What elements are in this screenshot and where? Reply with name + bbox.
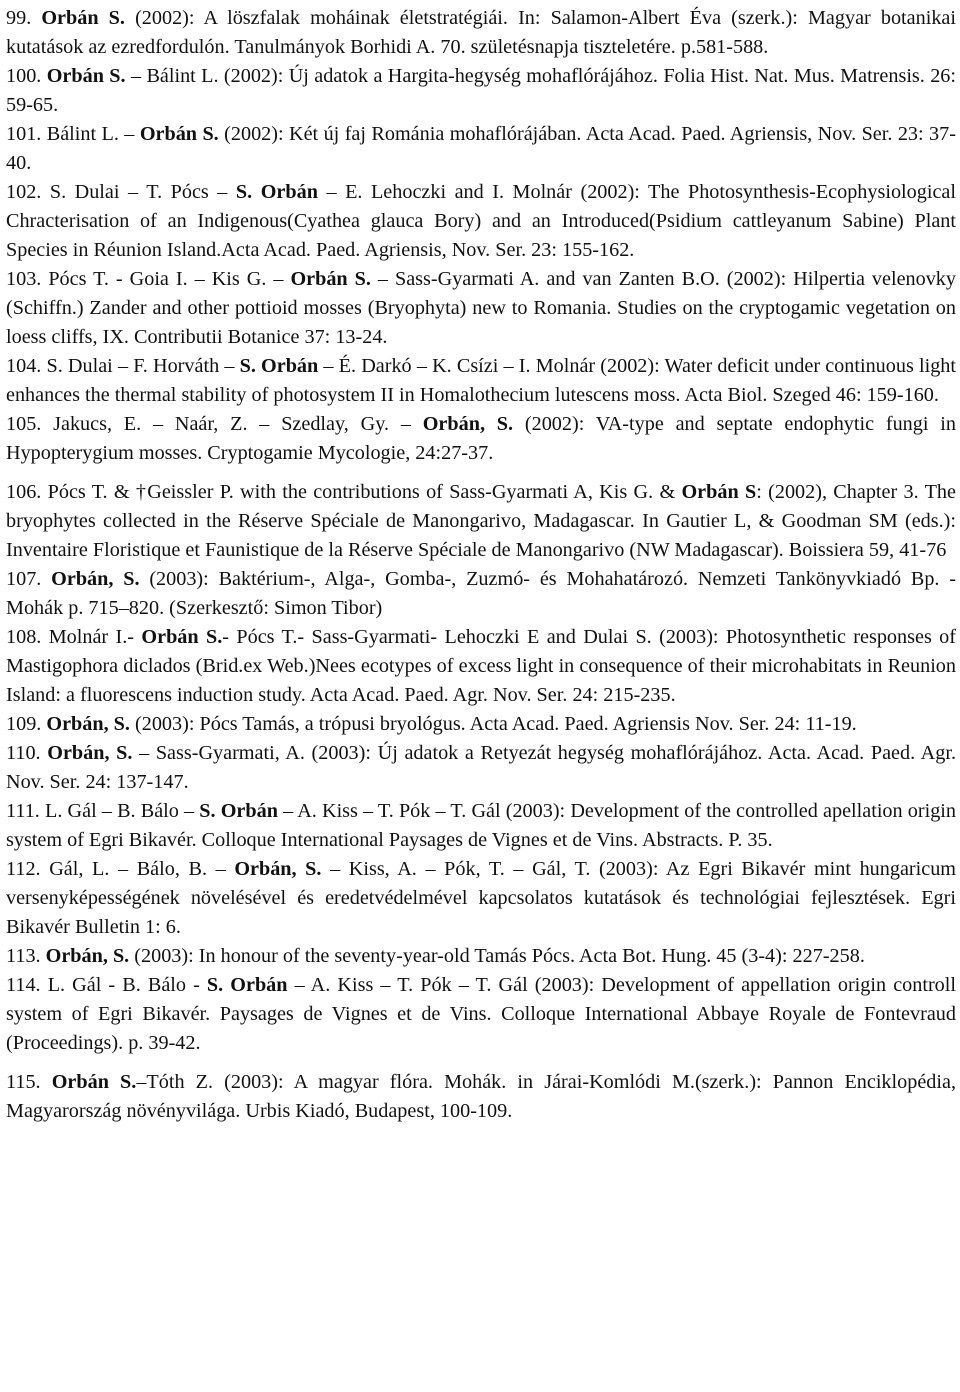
reference-entry xyxy=(6,352,956,410)
reference-number: 113. xyxy=(6,945,41,967)
reference-entry xyxy=(6,971,956,1058)
reference-entry xyxy=(6,410,956,468)
reference-entry xyxy=(6,120,956,178)
reference-number: 114. xyxy=(6,974,41,996)
reference-number: 102. xyxy=(6,181,42,203)
author-name-bold: Orbán, S. xyxy=(234,858,322,880)
reference-text: – Sass-Gyarmati, A. (2003): Új adatok a Retyezát hegység mohaflórájához. Acta. Acad. Paed. Agr. Nov. Ser. 24: 137-147. xyxy=(6,742,956,793)
author-name-bold: Orbán S. xyxy=(51,1071,137,1093)
reference-entry xyxy=(6,1068,956,1126)
author-name-bold: S. Orbán xyxy=(239,355,319,377)
reference-text: Pócs T. & †Geissler P. with the contributions of Sass-Gyarmati A, Kis G. & xyxy=(41,481,682,503)
reference-text: S. Dulai – T. Pócs – xyxy=(41,181,236,203)
publication-list xyxy=(6,4,956,1126)
author-name-bold: S. Orbán xyxy=(206,974,288,996)
reference-text: Gál, L. – Bálo, B. – xyxy=(40,858,235,880)
author-name-bold: S. Orbán xyxy=(235,181,318,203)
author-name-bold: Orbán S. xyxy=(141,626,223,648)
reference-text: Molnár I.- xyxy=(41,626,142,648)
reference-entry xyxy=(6,565,956,623)
reference-entry xyxy=(6,942,956,971)
reference-entry xyxy=(6,855,956,942)
reference-text xyxy=(41,1071,52,1093)
reference-number: 106. xyxy=(6,481,42,503)
reference-entry xyxy=(6,710,956,739)
reference-text: L. Gál - B. Bálo - xyxy=(40,974,207,996)
reference-number: 99. xyxy=(6,7,32,29)
reference-text: – E. Lehoczki and I. Molnár (2002): The Photosynthesis-Ecophysiological Chracterisation of an Indigenous(Cyathea glauca Bory) and an Introduced(Psidium cattleyanum Sabine) Plant Species in Réunion Island.Acta Acad. Paed. Agriensis, Nov. Ser. 23: 155-162. xyxy=(6,181,956,261)
reference-text: – É. Darkó – K. Csízi – I. Molnár (2002): Water deficit under continuous light enhances the thermal stability of photosystem II in Homalothecium lutescens moss. Acta Biol. Szeged 46: 159-160. xyxy=(6,355,956,406)
reference-text: – Bálint L. (2002): Új adatok a Hargita-hegység mohaflórájához. Folia Hist. Nat. Mus. Matrensis. 26: 59-65. xyxy=(6,65,956,116)
reference-number: 109. xyxy=(6,713,42,735)
reference-number: 100. xyxy=(6,65,42,87)
reference-number: 115. xyxy=(6,1071,41,1093)
author-name-bold: Orbán, S. xyxy=(45,945,130,967)
reference-entry xyxy=(6,739,956,797)
reference-text: – A. Kiss – T. Pók – T. Gál (2003): Development of appellation origin controll system of Egri Bikavér. Paysages de Vignes et de Vins. Colloque International Abbaye Royale de Fontevraud (Proceedings). p. 39-42. xyxy=(6,974,956,1054)
author-name-bold: Orbán S. xyxy=(139,123,219,145)
reference-text: (2003): In honour of the seventy-year-old Tamás Pócs. Acta Bot. Hung. 45 (3-4): 227-258. xyxy=(129,945,865,967)
reference-entry xyxy=(6,797,956,855)
reference-text: - Pócs T.- Sass-Gyarmati- Lehoczki E and Dulai S. (2003): Photosynthetic responses of Mastigophora diclados (Brid.ex Web.)Nees ecotypes of excess light in consequence of their microhabitats in Reunion Island: a fluorescens induction study. Acta Acad. Paed. Agr. Nov. Ser. 24: 215-235. xyxy=(6,626,956,706)
reference-number: 111. xyxy=(6,800,40,822)
author-name-bold: Orbán, S. xyxy=(47,742,133,764)
reference-text: – A. Kiss – T. Pók – T. Gál (2003): Development of the controlled apellation origin system of Egri Bikavér. Colloque International Paysages de Vignes et de Vins. Abstracts. P. 35. xyxy=(6,800,956,851)
reference-number: 101. xyxy=(6,123,42,145)
reference-number: 108. xyxy=(6,626,42,648)
reference-entry xyxy=(6,178,956,265)
reference-number: 105. xyxy=(6,413,42,435)
author-name-bold: Orbán S. xyxy=(41,7,125,29)
reference-text: L. Gál – B. Bálo – xyxy=(39,800,200,822)
reference-text: –Tóth Z. (2003): A magyar flóra. Mohák. in Járai-Komlódi M.(szerk.): Pannon Enciklopédia, Magyarország növényvilága. Urbis Kiadó, Budapest, 100-109. xyxy=(6,1071,956,1122)
reference-number: 104. xyxy=(6,355,42,377)
reference-number: 112. xyxy=(6,858,41,880)
reference-text: : (2002), Chapter 3. The bryophytes collected in the Réserve Spéciale de Manongarivo, Madagascar. In Gautier L, & Goodman SM (eds.): Inventaire Floristique et Faunistique de la Réserve Spéciale de Manongarivo (NW Madagascar). Boissiera 59, 41-76 xyxy=(6,481,956,561)
reference-entry xyxy=(6,478,956,565)
reference-text: Bálint L. – xyxy=(41,123,140,145)
reference-number: 107. xyxy=(6,568,42,590)
reference-number: 103. xyxy=(6,268,42,290)
author-name-bold: Orbán, S. xyxy=(46,713,130,735)
reference-text: – Sass-Gyarmati A. and van Zanten B.O. (2002): Hilpertia velenovky (Schiffn.) Zander and other pottioid mosses (Bryophyta) new to Romania. Studies on the cryptogamic vegetation on loess cliffs, IX. Contributii Botanice 37: 13-24. xyxy=(6,268,956,348)
reference-text xyxy=(31,7,41,29)
author-name-bold: Orbán S. xyxy=(46,65,126,87)
reference-entry xyxy=(6,623,956,710)
reference-text: (2002): VA-type and septate endophytic fungi in Hypopterygium mosses. Cryptogamie Mycologie, 24:27-37. xyxy=(6,413,956,464)
reference-entry xyxy=(6,62,956,120)
reference-text: Jakucs, E. – Naár, Z. – Szedlay, Gy. – xyxy=(41,413,423,435)
reference-entry xyxy=(6,4,956,62)
reference-text: (2002): A löszfalak moháinak életstratégiái. In: Salamon-Albert Éva (szerk.): Magyar botanikai kutatások az ezredfordulón. Tanulmányok Borhidi A. 70. születésnapja tiszteletére. p.581-588. xyxy=(6,7,956,58)
reference-text: (2003): Baktérium-, Alga-, Gomba-, Zuzmó- és Mohahatározó. Nemzeti Tankönyvkiadó Bp. - Mohák p. 715–820. (Szerkesztő: Simon Tibor) xyxy=(6,568,956,619)
reference-text: (2003): Pócs Tamás, a trópusi bryológus. Acta Acad. Paed. Agriensis Nov. Ser. 24: 11-19. xyxy=(129,713,857,735)
reference-text xyxy=(41,568,51,590)
reference-text: Pócs T. - Goia I. – Kis G. – xyxy=(41,268,291,290)
author-name-bold: Orbán, S. xyxy=(51,568,140,590)
reference-entry xyxy=(6,265,956,352)
reference-number: 110. xyxy=(6,742,41,764)
reference-text: S. Dulai – F. Horváth – xyxy=(41,355,240,377)
reference-text: (2002): Két új faj Románia mohaflórájában. Acta Acad. Paed. Agriensis, Nov. Ser. 23: 37-40. xyxy=(6,123,956,174)
author-name-bold: Orbán S xyxy=(681,481,757,503)
author-name-bold: Orbán S. xyxy=(290,268,371,290)
reference-text: – Kiss, A. – Pók, T. – Gál, T. (2003): Az Egri Bikavér mint hungaricum versenyképességének növelésével és eredetvédelmével kapcsolatos kutatások és technológiai fejlesztések. Egri Bikavér Bulletin 1: 6. xyxy=(6,858,956,938)
author-name-bold: S. Orbán xyxy=(199,800,278,822)
author-name-bold: Orbán, S. xyxy=(422,413,514,435)
